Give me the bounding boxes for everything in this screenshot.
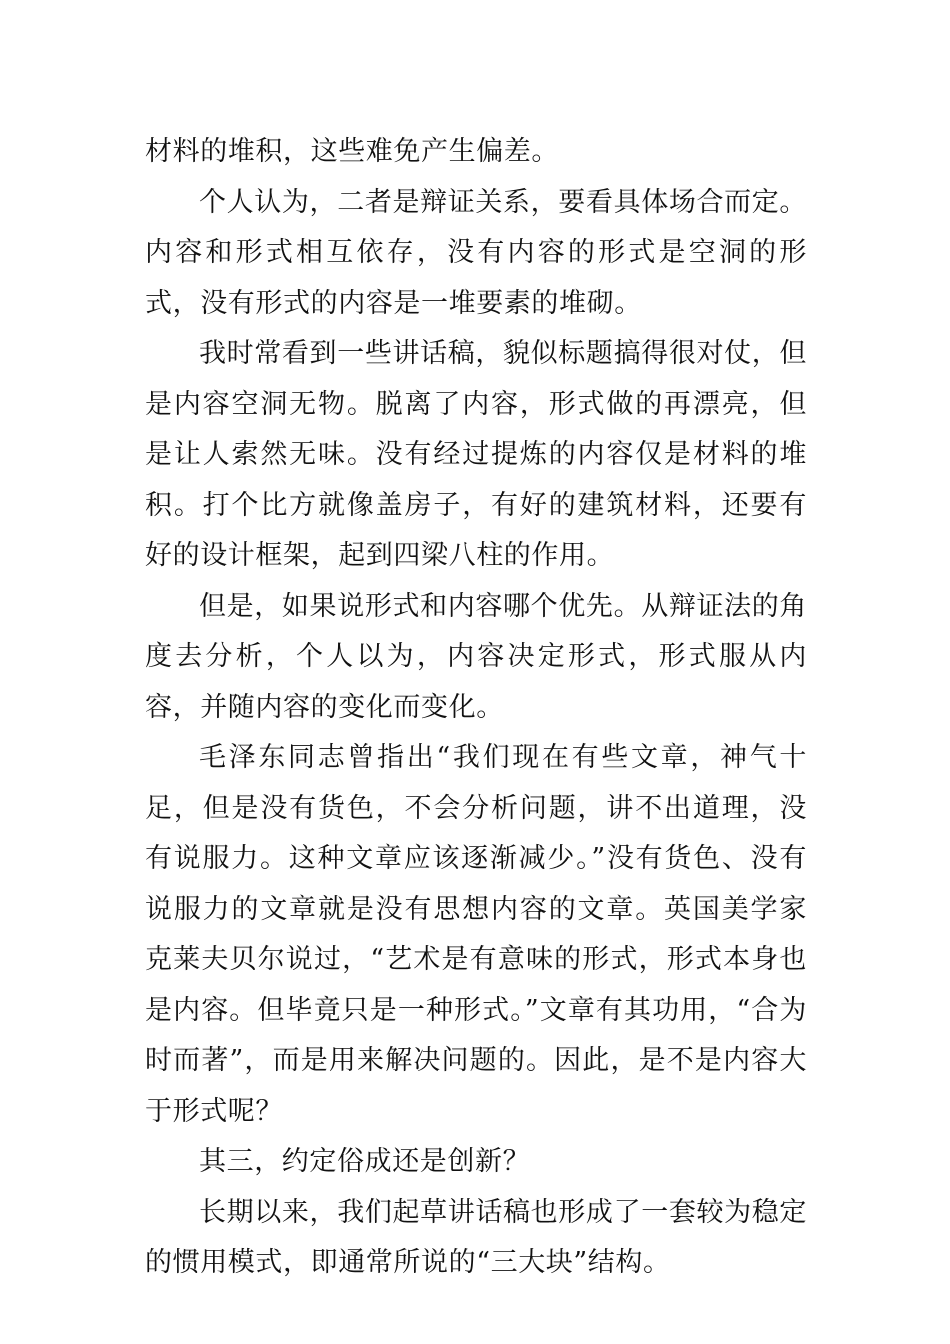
paragraph-content-priority: 但是，如果说形式和内容哪个优先。从辩证法的角度去分析，个人以为，内容决定形式，形式服从内容，并随内容的变化而变化。 [145, 590, 807, 723]
document-page [145, 127, 807, 1289]
paragraph-continuation: 材料的堆积，这些难免产生偏差。 [145, 136, 559, 167]
paragraph-three-blocks: 长期以来，我们起草讲话稿也形成了一套较为稳定的惯用模式，即通常所说的“三大块”结构。 [145, 1196, 807, 1278]
paragraph-section-three-heading: 其三，约定俗成还是创新？ [199, 1146, 531, 1177]
paragraph-mao-quote: 毛泽东同志曾指出“我们现在有些文章，神气十足，但是没有货色，不会分析问题，讲不出道理，没有说服力。这种文章应该逐渐减少。”没有货色、没有说服力的文章就是没有思想内容的文章。英国美学家克莱夫贝尔说过，“艺术是有意味的形式，形式本身也是内容。但毕竟只是一种形式。”文章有其功用，“合为时而著”，而是用来解决问题的。因此，是不是内容大于形式呢？ [145, 742, 807, 1127]
paragraph-empty-speeches: 我时常看到一些讲话稿，貌似标题搞得很对仗，但是内容空洞无物。脱离了内容，形式做的再漂亮，但是让人索然无味。没有经过提炼的内容仅是材料的堆积。打个比方就像盖房子，有好的建筑材料，还要有好的设计框架，起到四梁八柱的作用。 [145, 338, 807, 571]
paragraph-dialectic-relationship: 个人认为，二者是辩证关系，要看具体场合而定。内容和形式相互依存，没有内容的形式是空洞的形式，没有形式的内容是一堆要素的堆砌。 [145, 186, 807, 319]
